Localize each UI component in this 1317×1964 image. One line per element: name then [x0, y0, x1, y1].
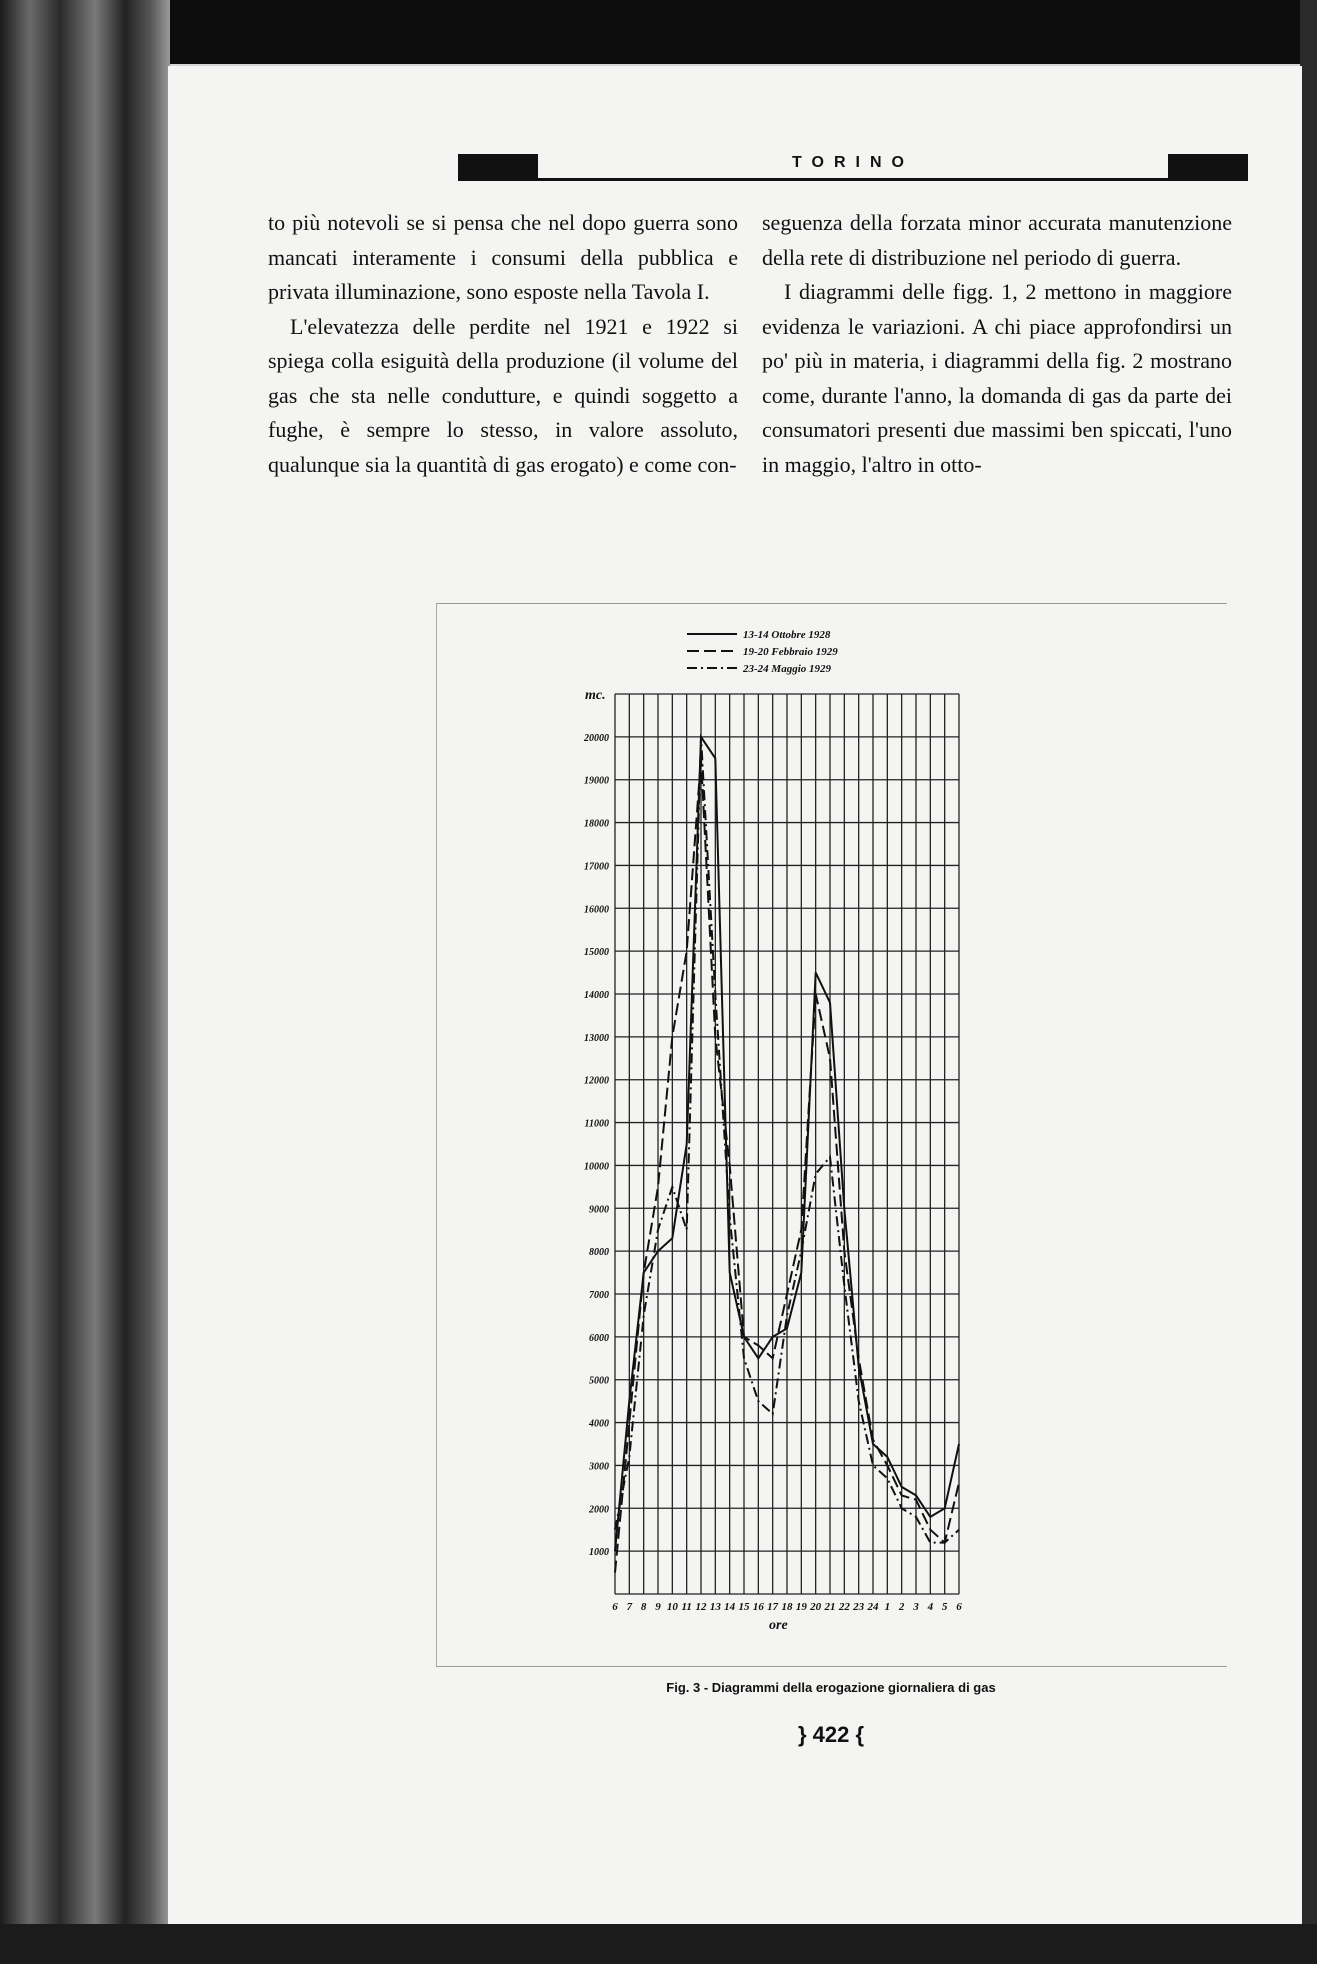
x-tick-label: 6 — [956, 1601, 962, 1613]
x-tick-labels — [612, 1601, 962, 1613]
y-tick-label: 19000 — [584, 775, 609, 787]
x-tick-label: 11 — [681, 1601, 692, 1613]
chart-grid — [615, 694, 959, 1594]
figure-caption: Fig. 3 - Diagrammi della erogazione giornaliera di gas — [666, 1680, 996, 1695]
x-tick-label: 5 — [941, 1601, 948, 1613]
paragraph: seguenza della forzata minor accurata manutenzione della rete di distribuzione nel periodo di guerra. — [762, 210, 1232, 270]
text-column-left — [268, 206, 738, 482]
y-tick-label: 7000 — [589, 1290, 609, 1301]
scan-edge-right — [1300, 0, 1317, 1964]
y-tick-labels — [583, 733, 609, 1558]
y-tick-label: 9000 — [589, 1204, 609, 1216]
scan-edge-left — [0, 0, 170, 1964]
page-number-value: 422 — [812, 1722, 850, 1747]
x-tick-label: 14 — [724, 1601, 736, 1613]
figure-3 — [436, 603, 1227, 1667]
page-number-bracket-left: } — [797, 1722, 807, 1747]
y-tick-label: 18000 — [584, 818, 609, 830]
y-tick-label: 4000 — [589, 1418, 609, 1430]
y-tick-label: 20000 — [584, 732, 609, 744]
legend-entry: 23-24 Maggio 1929 — [743, 663, 831, 675]
y-tick-label: 2000 — [589, 1504, 609, 1516]
y-tick-label: 14000 — [584, 990, 609, 1001]
x-tick-label: 17 — [767, 1601, 779, 1613]
x-tick-label: 7 — [626, 1601, 633, 1613]
x-tick-label: 21 — [824, 1601, 836, 1613]
y-tick-label: 5000 — [589, 1375, 609, 1387]
page-number — [668, 1722, 994, 1748]
legend-entry: 19-20 Febbraio 1929 — [743, 646, 838, 658]
y-tick-label: 13000 — [584, 1032, 609, 1044]
x-tick-label: 13 — [709, 1601, 721, 1613]
y-tick-label: 6000 — [589, 1332, 609, 1344]
y-tick-label: 1000 — [589, 1547, 609, 1559]
y-tick-label: 8000 — [589, 1247, 609, 1259]
chart-legend — [687, 629, 838, 675]
y-tick-label: 12000 — [584, 1075, 609, 1087]
x-tick-label: 15 — [738, 1601, 750, 1613]
scan-edge-bottom — [0, 1924, 1317, 1964]
y-tick-label: 11000 — [584, 1118, 609, 1130]
journal-page — [168, 66, 1302, 1924]
x-tick-label: 9 — [655, 1601, 661, 1613]
x-tick-label: 19 — [795, 1601, 807, 1613]
x-tick-label: 18 — [781, 1601, 793, 1613]
y-tick-label: 16000 — [584, 904, 609, 916]
y-axis-label: mc. — [585, 688, 606, 703]
text-column-right — [762, 206, 1232, 482]
x-tick-label: 24 — [867, 1601, 879, 1613]
x-axis-label: ore — [769, 1618, 788, 1633]
y-tick-label: 17000 — [584, 861, 609, 873]
x-tick-label: 12 — [695, 1601, 707, 1613]
y-tick-label: 3000 — [589, 1461, 609, 1473]
paragraph: L'elevatezza delle perdite nel 1921 e 1922 si spiega colla esiguità della produzione (il volume del gas che sta nelle condutture, e quindi soggetto a fughe, è sempre lo stesso, in valore assoluto, qualunque sia la quantità di gas erogato) e come con- — [268, 313, 738, 477]
paragraph: I diagrammi delle figg. 1, 2 mettono in maggiore evidenza le variazioni. A chi piace approfondirsi un po' più in materia, i diagrammi della fig. 2 mostrano come, durante l'anno, la domanda di gas da parte dei consumatori presenti due massimi ben spiccati, l'uno in maggio, l'altro in otto- — [762, 279, 1232, 477]
y-tick-label: 15000 — [584, 947, 609, 959]
y-tick-label: 10000 — [584, 1161, 609, 1173]
x-tick-label: 1 — [884, 1601, 891, 1613]
page-number-bracket-right: { — [855, 1722, 865, 1747]
paragraph: to più notevoli se si pensa che nel dopo guerra sono mancati interamente i consumi della pubblica e privata illuminazione, sono esposte nella Tavola I. — [268, 210, 738, 304]
x-tick-label: 22 — [838, 1601, 850, 1613]
legend-entry: 13-14 Ottobre 1928 — [743, 629, 831, 641]
x-tick-label: 16 — [752, 1601, 764, 1613]
gas-distribution-chart — [437, 604, 1227, 1666]
scan-edge-top — [0, 0, 1317, 64]
x-tick-label: 10 — [666, 1601, 678, 1613]
x-tick-label: 23 — [853, 1601, 865, 1613]
x-tick-label: 8 — [640, 1601, 647, 1613]
x-tick-label: 3 — [913, 1601, 919, 1613]
x-tick-label: 2 — [898, 1601, 905, 1613]
x-tick-label: 4 — [927, 1601, 934, 1613]
x-tick-label: 6 — [612, 1601, 618, 1613]
running-head: TORINO — [458, 154, 1248, 181]
x-tick-label: 20 — [810, 1601, 822, 1613]
